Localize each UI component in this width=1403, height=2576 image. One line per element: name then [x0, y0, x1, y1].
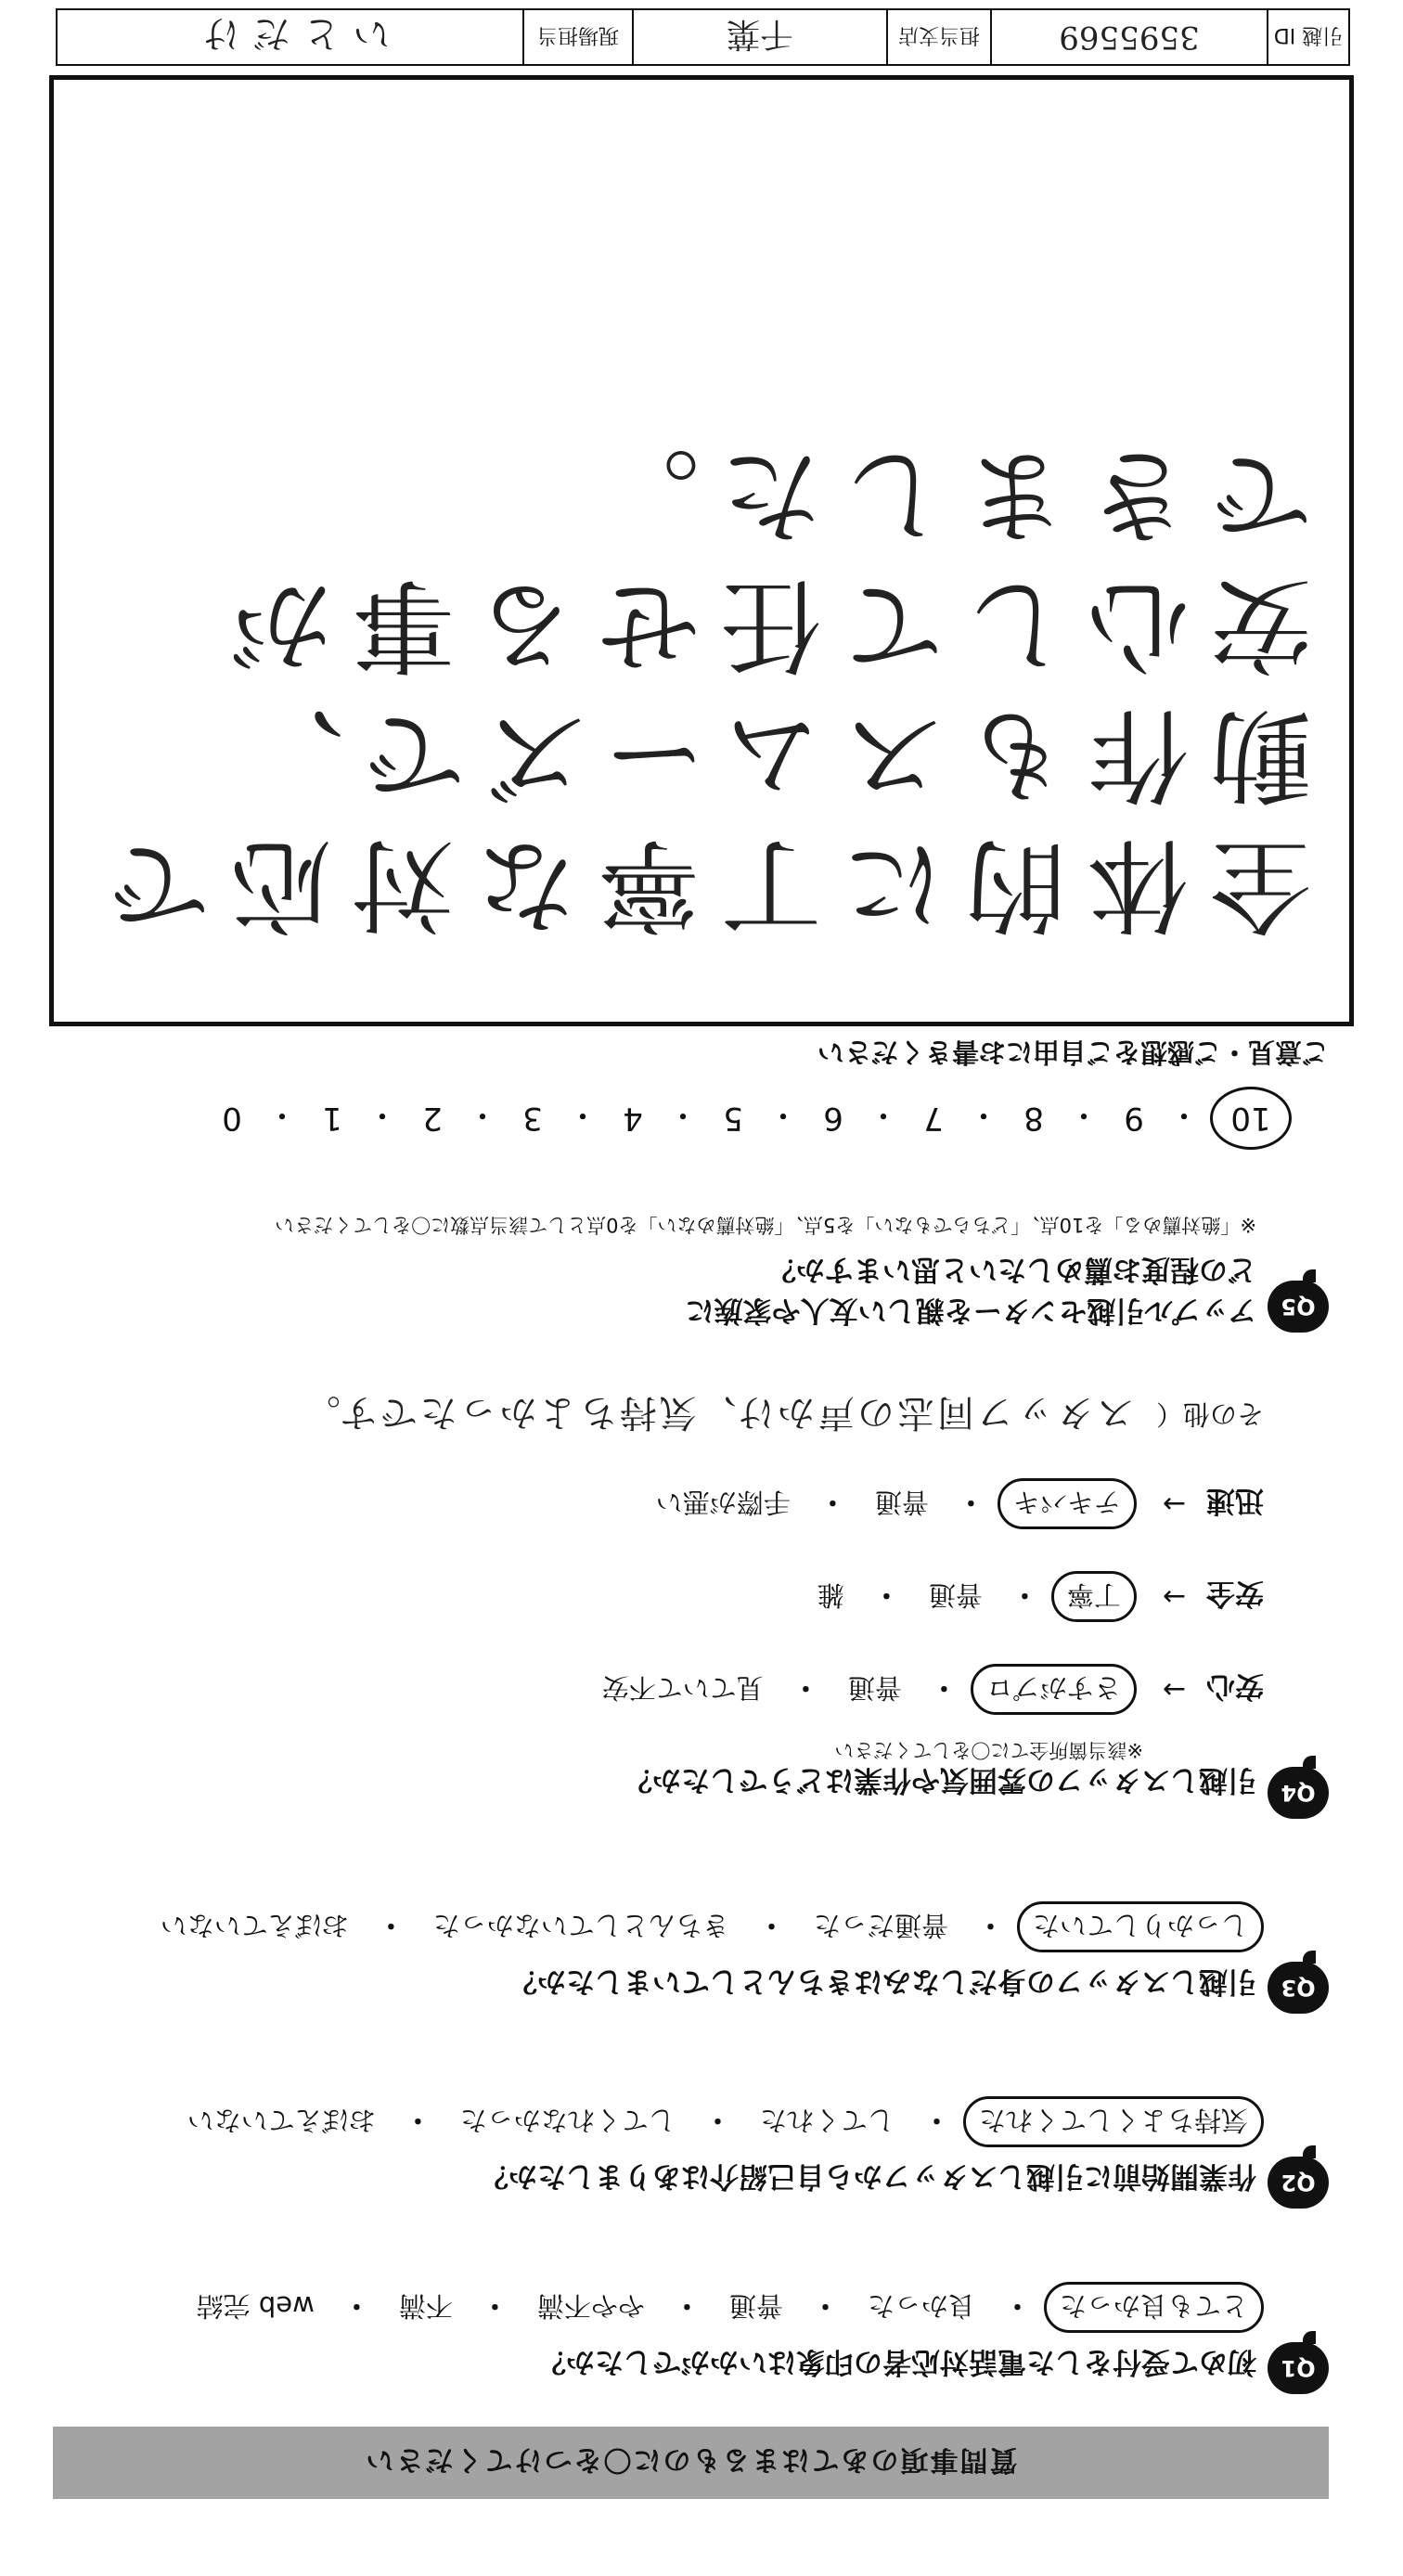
score-4[interactable]: 4 — [623, 1100, 643, 1137]
leader-value: いとだけ — [58, 10, 524, 64]
q4-other-label: その他（ — [1155, 1398, 1264, 1430]
q1-option-somewhat-dissatisfied[interactable]: やや不満 — [536, 2290, 645, 2322]
q2-badge: Q2 — [1268, 2157, 1329, 2209]
q2-option-dont-remember[interactable]: おぼえていない — [187, 2105, 376, 2136]
q5-note: ※「絶対薦める」を10点、「どちらでもない」を5点、「絶対薦めない」を0点として該当点数に〇をしてください — [275, 1214, 1256, 1236]
comment-line-2: 動作もスムーズで、 — [222, 695, 1312, 814]
q5-score-scale: 10 ・ 9 ・ 8 ・ 7 ・ 6 ・ 5 ・ 4 ・ 3 ・ 2 ・ 1 ・ 0 — [208, 1087, 1292, 1150]
instructions-banner: 質問事項のあてはまるものに〇をつけてください — [53, 2427, 1329, 2499]
branch-label: 担当支店 — [888, 10, 992, 64]
score-0[interactable]: 0 — [222, 1100, 242, 1137]
q2-question: 作業開始前に引越しスタッフから自己紹介はありましたか？ — [480, 2159, 1256, 2193]
q4-question: 引越しスタッフの雰囲気や作業はどうでしたか？ — [624, 1763, 1256, 1797]
q4-badge: Q4 — [1268, 1767, 1329, 1819]
q4-row-label: 迅速 — [1206, 1484, 1264, 1517]
score-7[interactable]: 7 — [923, 1100, 944, 1137]
branch-value: 千葉 — [634, 10, 888, 64]
comments-label: ご意見・ご感想をご自由にお書きください — [817, 1037, 1329, 1068]
q1-badge: Q1 — [1268, 2342, 1329, 2394]
arrow-right-icon: → — [1162, 1488, 1186, 1520]
score-10[interactable]: 10 — [1210, 1087, 1292, 1150]
q1-option-good[interactable]: 良かった — [867, 2290, 975, 2322]
q4-note: ※該当箇所全てに〇をしてください — [834, 1739, 1143, 1761]
score-9[interactable]: 9 — [1124, 1100, 1144, 1137]
comments-box[interactable] — [49, 75, 1354, 1026]
score-1[interactable]: 1 — [322, 1100, 342, 1137]
move-id-label: 引越 ID — [1273, 23, 1344, 47]
arrow-right-icon: → — [1162, 1580, 1186, 1613]
q3-option-not-neat[interactable]: きちんとしていなかった — [432, 1910, 729, 1941]
q4-row-label: 安全 — [1206, 1577, 1264, 1610]
q5-question-line1: アップル引越センターを親しい友人や家族に — [685, 1294, 1256, 1327]
q4-option-normal[interactable]: 普通 — [874, 1487, 929, 1518]
q4-option-professional[interactable]: さすがプロ — [971, 1664, 1137, 1715]
q4-row-speed: 迅速 → テキパキ ・ 普通 ・ 手際が悪い — [640, 1478, 1264, 1529]
q4-option-normal[interactable]: 普通 — [928, 1579, 983, 1611]
q4-row-safety: 安全 → 丁寧 ・ 普通 ・ 雑 — [802, 1571, 1264, 1622]
score-3[interactable]: 3 — [522, 1100, 543, 1137]
score-2[interactable]: 2 — [422, 1100, 443, 1137]
q2-option-yes[interactable]: してくれた — [759, 2105, 895, 2136]
q4-option-rough[interactable]: 雑 — [817, 1579, 844, 1611]
comment-line-4: できました。 — [577, 435, 1312, 554]
q3-badge: Q3 — [1268, 1962, 1329, 2014]
q4-row-label: 安心 — [1206, 1669, 1264, 1703]
score-6[interactable]: 6 — [823, 1100, 843, 1137]
staff-info-table — [56, 8, 1350, 66]
q4-other-handwritten[interactable]: スタッフ同志の声かけ、気持ちよかったです。 — [300, 1391, 1134, 1434]
arrow-right-icon: → — [1162, 1673, 1186, 1706]
q4-option-worrying[interactable]: 見ていて不安 — [601, 1672, 764, 1704]
q3-option-normal[interactable]: 普通だった — [813, 1910, 948, 1941]
q3-option-dont-remember[interactable]: おぼえていない — [160, 1910, 349, 1941]
comment-line-3: 安心して任せる事が — [210, 565, 1312, 684]
q5-question-line2: どの程度お薦めしたいと思いますか？ — [767, 1253, 1256, 1286]
score-8[interactable]: 8 — [1023, 1100, 1044, 1137]
score-5[interactable]: 5 — [723, 1100, 743, 1137]
q3-question: 引越しスタッフの身だしなみはきちんとしていましたか？ — [508, 1964, 1256, 1998]
q1-option-normal[interactable]: 普通 — [728, 2290, 783, 2322]
q1-option-very-good[interactable]: とても良かった — [1044, 2282, 1264, 2333]
q2-options: 気持ちよくしてくれた ・ してくれた ・ してくれなかった ・ おぼえていない — [172, 2096, 1264, 2147]
q4-option-efficient[interactable]: テキパキ — [998, 1478, 1137, 1529]
q3-options: しっかりしていた ・ 普通だった ・ きちんとしていなかった ・ おぼえていない — [145, 1901, 1264, 1952]
comment-line-1: 全体的に丁寧な対応で — [87, 825, 1312, 944]
q3-option-neat[interactable]: しっかりしていた — [1017, 1901, 1264, 1952]
q2-option-pleasant[interactable]: 気持ちよくしてくれた — [963, 2096, 1264, 2147]
q4-option-clumsy[interactable]: 手際が悪い — [655, 1487, 791, 1518]
move-id-value: 3595569 — [992, 10, 1268, 64]
q2-option-no[interactable]: してくれなかった — [459, 2105, 676, 2136]
q4-option-normal[interactable]: 普通 — [847, 1672, 902, 1704]
q4-row-reassurance: 安心 → さすがプロ ・ 普通 ・ 見ていて不安 — [586, 1664, 1264, 1715]
q1-question: 初めて受付をした電話対応者の印象はいかがでしたか？ — [537, 2345, 1256, 2378]
q4-row-other — [301, 1389, 1264, 1442]
q1-option-dissatisfied[interactable]: 不満 — [398, 2290, 453, 2322]
q1-options: とても良かった ・ 良かった ・ 普通 ・ やや不満 ・ 不満 ・ web 完結 — [181, 2282, 1264, 2333]
q4-option-careful[interactable]: 丁寧 — [1051, 1571, 1137, 1622]
leader-label: 現場担当 — [524, 10, 634, 64]
q1-option-web[interactable]: web 完結 — [196, 2290, 315, 2322]
q5-badge: Q5 — [1268, 1281, 1329, 1333]
